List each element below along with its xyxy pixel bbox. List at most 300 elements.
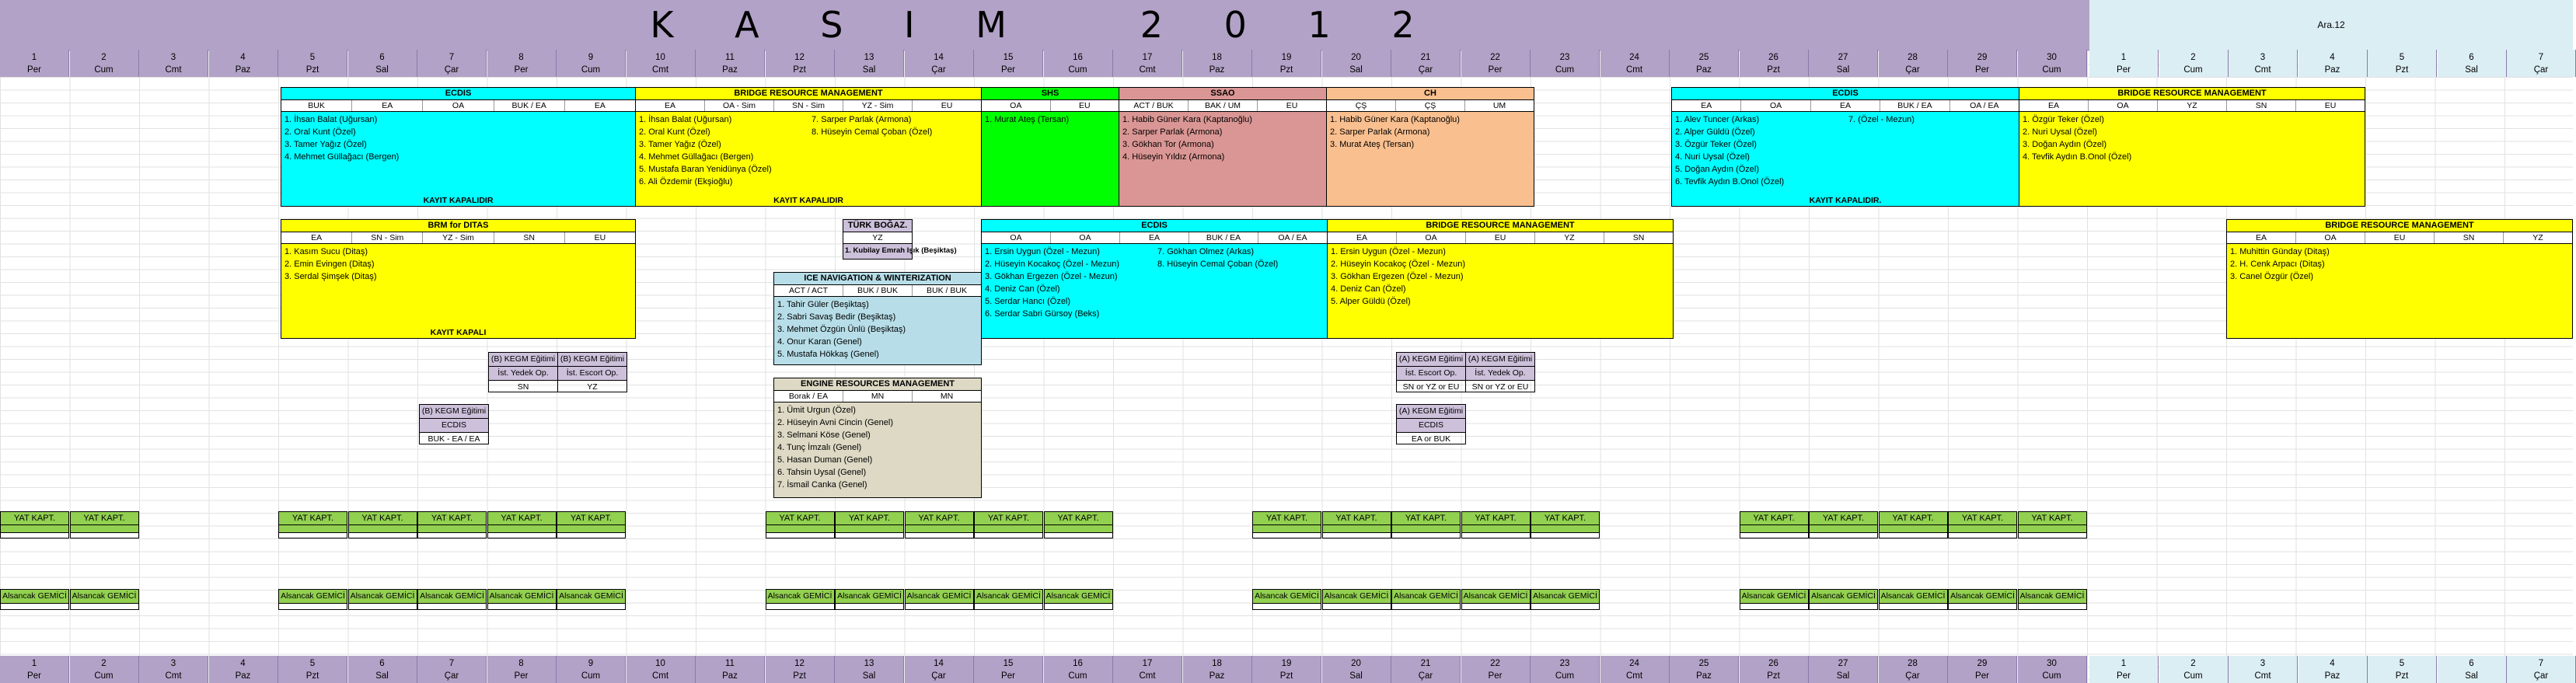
day-number: 8 (518, 53, 524, 62)
course-brm-ditas[interactable] (281, 219, 636, 339)
yat-kaptan-cell[interactable] (766, 511, 835, 538)
participant: 1. Alev Tuncer (Arkas) (1675, 115, 1760, 124)
col-label: BUK / EA (494, 100, 565, 111)
day-header-cell[interactable] (1183, 50, 1252, 77)
day-header-cell[interactable] (1183, 656, 1252, 683)
next-month-day-cell[interactable] (2089, 656, 2159, 683)
participant: 7. Gökhan Olmez (Arkas) (1157, 247, 1255, 256)
participant: 1. Habib Güner Kara (Kaptanoğlu) (1330, 115, 1460, 124)
alsancak-cell[interactable] (278, 589, 347, 610)
alsancak-label: Alsancak GEMİCİ (766, 590, 834, 604)
day-number: 26 (1768, 53, 1778, 62)
next-month-day-cell[interactable] (2438, 50, 2507, 77)
yat-kaptan-bar (1323, 525, 1391, 533)
next-month-day-cell[interactable] (2159, 656, 2229, 683)
alsancak-label: Alsancak GEMİCİ (1, 590, 68, 604)
yat-kaptan-label: YAT KAPT. (1531, 512, 1599, 525)
participant: 8. Hüseyin Cemal Çoban (Özel) (1157, 260, 1279, 269)
kegm-a-escort[interactable] (1396, 352, 1466, 392)
day-header-cell[interactable] (627, 50, 696, 77)
participant: 8. Hüseyin Cemal Çoban (Özel) (812, 127, 933, 137)
col-label: OA (423, 100, 494, 111)
day-number: 28 (1908, 53, 1918, 62)
participant: 1. İhsan Balat (Uğursan) (639, 115, 732, 124)
next-month-day-cell[interactable] (2368, 656, 2437, 683)
day-name: Cum (2042, 65, 2061, 75)
next-month-day-cell[interactable] (2368, 50, 2437, 77)
day-header-cell[interactable] (1948, 656, 2017, 683)
next-month-day-cell[interactable] (2089, 50, 2159, 77)
yat-kaptan-label: YAT KAPT. (557, 512, 625, 525)
course-brm-4[interactable] (2226, 219, 2573, 339)
yat-kaptan-label: YAT KAPT. (1045, 512, 1112, 525)
yat-kaptan-label: YAT KAPT. (279, 512, 347, 525)
course-ecdis-2[interactable] (1671, 87, 2019, 207)
participant: 2. Nuri Uysal (Özel) (2023, 127, 2097, 137)
day-header-cell[interactable] (70, 50, 139, 77)
day-header-cell[interactable] (1461, 50, 1531, 77)
alsancak-cell[interactable] (1740, 589, 1809, 610)
participant: 2. Hüseyin Avni Cincin (Genel) (777, 418, 893, 427)
day-number: 2 (2190, 53, 2196, 62)
col-label: BUK (281, 100, 352, 111)
course-cols (636, 100, 981, 112)
day-header-cell[interactable] (1113, 50, 1182, 77)
day-header-cell[interactable] (1322, 50, 1391, 77)
day-header-cell[interactable] (766, 656, 835, 683)
day-number: 3 (170, 659, 176, 668)
course-title: BRIDGE RESOURCE MANAGEMENT (636, 88, 981, 100)
day-header-cell[interactable] (905, 50, 974, 77)
course-cols (2227, 232, 2572, 244)
col-label: EU (1286, 101, 1298, 110)
alsancak-label: Alsancak GEMİCİ (975, 590, 1042, 604)
yat-kaptan-cell[interactable] (1531, 511, 1600, 538)
day-name: Paz (2324, 65, 2340, 75)
day-header-cell[interactable] (0, 656, 69, 683)
day-name: Per (27, 671, 41, 681)
day-number: 7 (2538, 53, 2544, 62)
participant: 1. Ümit Urgun (Özel) (777, 406, 856, 415)
yat-kaptan-cell[interactable] (417, 511, 487, 538)
day-number: 1 (31, 659, 37, 668)
day-name: Paz (2324, 671, 2340, 681)
course-cols (774, 285, 981, 297)
col-label: EA (352, 100, 423, 111)
kegm-a-ecdis[interactable] (1396, 404, 1466, 444)
alsancak-cell[interactable] (2018, 589, 2087, 610)
col-label: EA (1672, 100, 1741, 111)
yat-kaptan-label: YAT KAPT. (488, 512, 556, 525)
month-title-text: K A S I M 2 0 1 2 (650, 4, 1440, 46)
yat-kaptan-bar (279, 525, 347, 533)
yat-kaptan-bar (1740, 525, 1808, 533)
course-title: TÜRK BOĞAZ. (843, 220, 912, 232)
kegm-operation: ECDIS (420, 419, 488, 433)
next-month-day-cell[interactable] (2438, 656, 2507, 683)
next-month-day-cell[interactable] (2299, 50, 2368, 77)
course-cols (1328, 232, 1673, 244)
day-name: Pzt (2395, 671, 2409, 681)
next-month-day-cell[interactable] (2507, 656, 2576, 683)
day-name: Sal (1349, 65, 1363, 75)
kegm-rank: SN (517, 382, 529, 392)
day-name: Sal (2465, 65, 2478, 75)
day-number: 18 (1212, 659, 1222, 668)
day-number: 4 (240, 659, 246, 668)
registration-status: KAYIT KAPALIDIR. (1809, 196, 1882, 205)
kegm-b-ecdis[interactable] (419, 404, 489, 444)
participant: 3. Doğan Aydın (Özel) (2023, 140, 2107, 149)
alsancak-cell[interactable] (70, 589, 139, 610)
yat-kaptan-cell[interactable] (835, 511, 904, 538)
yat-kaptan-cell[interactable] (1391, 511, 1461, 538)
participant: 6. Tahsin Uysal (Genel) (777, 468, 867, 477)
day-name: Çar (1905, 65, 1920, 75)
day-header-cell[interactable] (1252, 50, 1321, 77)
day-header-cell[interactable] (1879, 656, 1948, 683)
day-number: 1 (2120, 659, 2127, 668)
yat-kaptan-bar (349, 525, 417, 533)
participant: 2. Oral Kunt (Özel) (639, 127, 710, 137)
day-header-cell[interactable] (1044, 50, 1113, 77)
alsancak-cell[interactable] (1461, 589, 1531, 610)
day-header-cell[interactable] (278, 50, 347, 77)
day-header-cell[interactable] (1670, 50, 1739, 77)
day-header-cell[interactable] (696, 50, 765, 77)
day-name: Pzt (2395, 65, 2409, 75)
alsancak-cell[interactable] (905, 589, 974, 610)
month-title (0, 0, 2089, 51)
course-brm-3[interactable] (1327, 219, 1674, 339)
day-header-cell[interactable] (835, 656, 904, 683)
next-month-day-cell[interactable] (2229, 656, 2298, 683)
yat-kaptan-label: YAT KAPT. (349, 512, 417, 525)
day-header-cell[interactable] (417, 50, 487, 77)
yat-kaptan-cell[interactable] (1044, 511, 1113, 538)
col-label: MN (843, 391, 913, 402)
day-header-cell[interactable] (2018, 50, 2087, 77)
day-header-cell[interactable] (278, 656, 347, 683)
col-label: EU (2324, 101, 2337, 110)
yat-kaptan-label: YAT KAPT. (1462, 512, 1530, 525)
participant: 1. Özgür Teker (Özel) (2023, 115, 2104, 124)
day-header-cell[interactable] (1740, 50, 1809, 77)
day-number: 5 (309, 659, 316, 668)
participant: 5. Mustafa Baran Yenidünya (Özel) (639, 165, 772, 174)
day-header-cell[interactable] (1531, 50, 1600, 77)
participant: 2. Hüseyin Kocakoç (Özel - Mezun) (1331, 260, 1466, 269)
course-brm-1[interactable] (635, 87, 982, 207)
day-number: 25 (1698, 53, 1709, 62)
alsancak-cell[interactable] (1809, 589, 1878, 610)
day-number: 23 (1559, 53, 1570, 62)
day-header-cell[interactable] (139, 50, 208, 77)
day-name: Sal (862, 65, 876, 75)
day-header-cell[interactable] (139, 656, 208, 683)
day-header-cell[interactable] (209, 50, 278, 77)
day-name: Çar (2533, 65, 2549, 75)
day-header-cell[interactable] (1252, 656, 1321, 683)
day-header-cell[interactable] (835, 50, 904, 77)
yat-kaptan-bar (906, 525, 973, 533)
participant-list (774, 402, 981, 493)
day-number: 5 (309, 53, 316, 62)
day-header-cell[interactable] (2018, 656, 2087, 683)
alsancak-label: Alsancak GEMİCİ (906, 590, 973, 604)
yat-kaptan-cell[interactable] (70, 511, 139, 538)
day-number: 14 (934, 53, 944, 62)
day-number: 6 (379, 53, 385, 62)
participant: 3. Murat Ateş (Tersan) (1330, 140, 1415, 149)
day-header-cell[interactable] (1809, 656, 1878, 683)
day-header-cell[interactable] (209, 656, 278, 683)
day-header-cell[interactable] (627, 656, 696, 683)
day-name: Cum (94, 671, 113, 681)
participant: 2. Alper Güldü (Özel) (1675, 127, 1755, 137)
yat-kaptan-cell[interactable] (557, 511, 626, 538)
participant: 7. Sarper Parlak (Armona) (812, 115, 912, 124)
day-header-cell[interactable] (1391, 50, 1461, 77)
day-header-cell[interactable] (1948, 50, 2017, 77)
yat-kaptan-label: YAT KAPT. (1392, 512, 1460, 525)
day-name: Pzt (793, 65, 806, 75)
yat-kaptan-cell[interactable] (1322, 511, 1391, 538)
day-name: Per (1488, 671, 1503, 681)
yat-kaptan-cell[interactable] (348, 511, 417, 538)
yat-kaptan-cell[interactable] (1948, 511, 2017, 538)
course-ssao[interactable] (1119, 87, 1327, 207)
day-number: 4 (2330, 659, 2335, 668)
next-month-day-cell[interactable] (2159, 50, 2229, 77)
yat-kaptan-bar (836, 525, 903, 533)
day-name: Pzt (1279, 671, 1293, 681)
alsancak-cell[interactable] (1879, 589, 1948, 610)
course-cols (281, 100, 635, 112)
yat-kaptan-cell[interactable] (974, 511, 1043, 538)
participant: 2. Hüseyin Kocakoç (Özel - Mezun) (985, 260, 1120, 269)
alsancak-label: Alsancak GEMİCİ (349, 590, 417, 604)
alsancak-cell[interactable] (766, 589, 835, 610)
day-name: Sal (375, 65, 389, 75)
col-label: OA (982, 232, 1051, 243)
kegm-b-yedek[interactable] (488, 352, 558, 392)
yat-kaptan-cell[interactable] (905, 511, 974, 538)
yat-kaptan-cell[interactable] (487, 511, 557, 538)
day-name: Pzt (305, 671, 319, 681)
day-header-cell[interactable] (1531, 656, 1600, 683)
col-label: BUK / BUK (843, 285, 913, 296)
col-label: OA (2296, 232, 2365, 243)
course-ecdis-1[interactable] (281, 87, 636, 207)
col-label: EA (2227, 232, 2296, 243)
day-header-cell[interactable] (974, 50, 1043, 77)
day-number: 13 (864, 53, 874, 62)
next-month-day-cell[interactable] (2299, 656, 2368, 683)
col-label: EU (1078, 101, 1091, 110)
day-header-cell[interactable] (0, 50, 69, 77)
day-number: 22 (1490, 53, 1500, 62)
alsancak-cell[interactable] (835, 589, 904, 610)
day-number: 21 (1420, 53, 1431, 62)
alsancak-cell[interactable] (487, 589, 557, 610)
course-ice-navigation[interactable] (773, 272, 982, 365)
course-title: ENGINE RESOURCES MANAGEMENT (774, 378, 981, 391)
alsancak-label: Alsancak GEMİCİ (2019, 590, 2086, 604)
registration-status: KAYIT KAPALIDIR (773, 196, 843, 205)
course-engine-resources[interactable] (773, 378, 982, 498)
day-name: Çar (1418, 65, 1433, 75)
kegm-b-escort[interactable] (557, 352, 627, 392)
day-header-cell[interactable] (1322, 656, 1391, 683)
yat-kaptan-label: YAT KAPT. (766, 512, 834, 525)
day-header-cell[interactable] (1740, 656, 1809, 683)
yat-kaptan-cell[interactable] (2018, 511, 2087, 538)
col-label: OA (1397, 232, 1466, 243)
alsancak-label: Alsancak GEMİCİ (418, 590, 486, 604)
course-brm-2[interactable] (2019, 87, 2365, 207)
alsancak-cell[interactable] (1322, 589, 1391, 610)
day-number: 30 (2047, 659, 2057, 668)
kegm-title: (B) KEGM Eğitimi (558, 353, 627, 367)
day-header-cell[interactable] (1670, 656, 1739, 683)
day-header-cell[interactable] (70, 656, 139, 683)
yat-kaptan-label: YAT KAPT. (1323, 512, 1391, 525)
alsancak-cell[interactable] (1531, 589, 1600, 610)
alsancak-cell[interactable] (1948, 589, 2017, 610)
kegm-operation: İst. Yedek Op. (1466, 367, 1534, 381)
yat-kaptan-cell[interactable] (1809, 511, 1878, 538)
day-name: Per (1975, 671, 1989, 681)
course-ecdis-3[interactable] (981, 219, 1328, 339)
participant: 4. Tunç İmzalı (Genel) (777, 443, 862, 452)
participant: 3. Selmani Köse (Genel) (777, 430, 871, 440)
alsancak-cell[interactable] (1252, 589, 1321, 610)
yat-kaptan-cell[interactable] (278, 511, 347, 538)
participant: 1. Ersin Uygun (Özel - Mezun) (1331, 247, 1446, 256)
day-header-cell[interactable] (1809, 50, 1878, 77)
participant-list (2227, 244, 2572, 284)
course-turk-bogaz[interactable] (843, 219, 957, 260)
alsancak-cell[interactable] (974, 589, 1043, 610)
day-header-cell[interactable] (487, 50, 557, 77)
day-name: Paz (235, 671, 251, 681)
participant-list (636, 112, 808, 190)
yat-kaptan-cell[interactable] (0, 511, 69, 538)
col-label: SN (494, 232, 565, 243)
participant: 6. Ali Özdemir (Ekşioğlu) (639, 177, 733, 186)
participant: 4. Mehmet Güllağacı (Bergen) (284, 152, 400, 162)
participant-list (808, 112, 981, 190)
participant-list (1327, 112, 1534, 152)
col-label: SN - Sim (774, 100, 843, 111)
alsancak-label: Alsancak GEMİCİ (279, 590, 347, 604)
kegm-rank: SN or YZ or EU (1471, 382, 1529, 392)
kegm-a-yedek[interactable] (1465, 352, 1535, 392)
day-number: 20 (1351, 53, 1361, 62)
registration-status: KAYIT KAPALI (430, 328, 487, 337)
yat-kaptan-bar (71, 525, 138, 533)
alsancak-cell[interactable] (0, 589, 69, 610)
day-header-cell[interactable] (1113, 656, 1182, 683)
day-header-cell[interactable] (1600, 50, 1670, 77)
day-name: Per (2117, 671, 2131, 681)
next-month-day-cell[interactable] (2229, 50, 2298, 77)
col-label: UM (1492, 101, 1506, 110)
participant: 4. Nuri Uysal (Özel) (1675, 152, 1750, 162)
day-number: 8 (518, 659, 524, 668)
day-name: Paz (722, 65, 738, 75)
day-header-cell[interactable] (696, 656, 765, 683)
yat-kaptan-cell[interactable] (1879, 511, 1948, 538)
day-header-cell[interactable] (417, 656, 487, 683)
day-number: 15 (1003, 659, 1014, 668)
alsancak-cell[interactable] (348, 589, 417, 610)
day-header-cell[interactable] (487, 656, 557, 683)
day-name: Sal (1349, 671, 1363, 681)
yat-kaptan-cell[interactable] (1252, 511, 1321, 538)
course-cols (982, 232, 1327, 244)
yat-kaptan-label: YAT KAPT. (975, 512, 1042, 525)
day-header-cell[interactable] (557, 50, 626, 77)
next-month-day-cell[interactable] (2507, 50, 2576, 77)
day-header-cell[interactable] (1461, 656, 1531, 683)
alsancak-cell[interactable] (557, 589, 626, 610)
day-header-cell[interactable] (974, 656, 1043, 683)
participant: 2. Emin Evingen (Ditaş) (284, 260, 375, 269)
alsancak-cell[interactable] (1044, 589, 1113, 610)
day-header-cell[interactable] (766, 50, 835, 77)
yat-kaptan-cell[interactable] (1461, 511, 1531, 538)
day-name: Cum (1068, 671, 1087, 681)
day-number: 9 (588, 659, 594, 668)
day-header-cell[interactable] (905, 656, 974, 683)
course-ch[interactable] (1326, 87, 1534, 207)
day-header-cell[interactable] (557, 656, 626, 683)
yat-kaptan-label: YAT KAPT. (1740, 512, 1808, 525)
participant: 1. Ersin Uygun (Özel - Mezun) (985, 247, 1100, 256)
yat-kaptan-cell[interactable] (1740, 511, 1809, 538)
course-title: ECDIS (982, 220, 1327, 232)
day-name: Cum (2183, 65, 2203, 75)
day-header-cell[interactable] (1391, 656, 1461, 683)
participant-list (281, 244, 635, 284)
participant-list (1672, 112, 1845, 190)
day-name: Per (1975, 65, 1989, 75)
course-shs[interactable] (981, 87, 1119, 207)
day-name: Cmt (1625, 65, 1643, 75)
day-name: Per (2117, 65, 2131, 75)
alsancak-cell[interactable] (1391, 589, 1461, 610)
participant: 3. Gökhan Ergezen (Özel - Mezun) (985, 272, 1118, 281)
day-header-cell[interactable] (1600, 656, 1670, 683)
course-cols (1672, 100, 2019, 112)
day-header-cell[interactable] (348, 50, 417, 77)
day-number: 7 (449, 53, 455, 62)
yat-kaptan-label: YAT KAPT. (1949, 512, 2016, 525)
kegm-title: (B) KEGM Eğitimi (489, 353, 557, 367)
participant: 2. Sabri Savaş Bedir (Beşiktaş) (777, 312, 896, 322)
day-header-cell[interactable] (348, 656, 417, 683)
alsancak-label: Alsancak GEMİCİ (836, 590, 903, 604)
day-header-cell[interactable] (1879, 50, 1948, 77)
day-number: 10 (655, 53, 665, 62)
day-number: 17 (1142, 659, 1153, 668)
yat-kaptan-label: YAT KAPT. (1253, 512, 1321, 525)
day-header-cell[interactable] (1044, 656, 1113, 683)
alsancak-label: Alsancak GEMİCİ (1253, 590, 1321, 604)
alsancak-cell[interactable] (417, 589, 487, 610)
